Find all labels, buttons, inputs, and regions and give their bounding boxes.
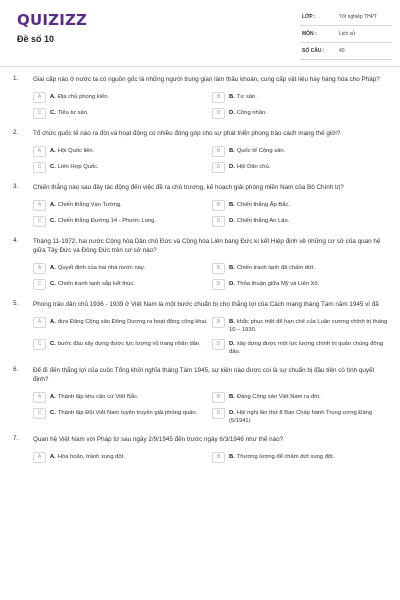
question-number: 3. <box>13 183 19 190</box>
option-content <box>229 409 388 425</box>
option-letter: A. <box>50 94 56 100</box>
question-number: 4. <box>13 237 19 244</box>
option-badge: A <box>33 452 46 463</box>
option-letter: B. <box>229 148 235 154</box>
option-text: Chiến thắng Đường 14 - Phước Long. <box>57 218 157 224</box>
option-content <box>229 109 388 117</box>
option-badge: C <box>33 408 46 419</box>
option-content <box>50 393 209 401</box>
option-text: Chiến tranh lạnh đã chấm dứt. <box>236 265 316 271</box>
question-text: Tháng 11-1972, hai nước Cộng hòa Dân chủ Đức và Cộng hòa Liên bang Đức kí kết Hiệp định về những cơ sở của quan hệ giữa Tây Đức và Đông Đức trên cơ sở nào? <box>33 238 381 254</box>
option-letter: D. <box>229 410 235 416</box>
option-content <box>50 201 209 209</box>
answer-option[interactable] <box>33 280 209 290</box>
answer-option[interactable] <box>212 217 388 227</box>
answer-option[interactable] <box>33 109 209 119</box>
option-content <box>50 163 209 171</box>
answer-option[interactable] <box>33 163 209 173</box>
answer-row <box>33 163 388 173</box>
answer-row <box>33 280 388 290</box>
answer-option[interactable] <box>212 280 388 290</box>
question-item <box>0 129 400 173</box>
option-badge: D <box>212 108 225 119</box>
header <box>0 0 400 62</box>
answer-option[interactable] <box>212 93 388 103</box>
option-letter: A. <box>50 454 56 460</box>
option-text: Hòa hoãn, tránh xung đột. <box>57 454 125 460</box>
option-badge: B <box>212 317 225 328</box>
question-text: Tổ chức quốc tế nào ra đời và hoạt động có nhiều đóng góp cho sự phát triển phong trào cách mạng thế giới? <box>33 130 341 137</box>
question-text: Quan hệ Việt Nam với Pháp từ sau ngày 2/9/1945 đến trước ngày 6/3/1946 như thế nào? <box>33 436 284 443</box>
answer-row <box>33 217 388 227</box>
question-item <box>0 237 400 290</box>
answer-row <box>33 264 388 274</box>
question-item <box>0 75 400 119</box>
answer-option[interactable] <box>33 264 209 274</box>
question-number: 5. <box>13 300 19 307</box>
answer-option[interactable] <box>33 217 209 227</box>
option-content <box>229 264 388 272</box>
quizizz-logo: QUIZIZZ <box>17 11 88 29</box>
meta-value: Lịch sử <box>339 31 356 37</box>
option-letter: C. <box>50 341 56 347</box>
option-badge: B <box>212 146 225 157</box>
option-content <box>229 453 388 461</box>
option-content <box>50 318 209 326</box>
option-letter: B. <box>229 454 235 460</box>
answer-option[interactable] <box>212 318 388 334</box>
option-badge: A <box>33 200 46 211</box>
question-number: 2. <box>13 129 19 136</box>
option-letter: C. <box>50 281 56 287</box>
option-badge: C <box>33 162 46 173</box>
option-text: xây dựng được một lực lượng chính trị quần chúng đông đảo. <box>229 341 384 355</box>
option-letter: C. <box>50 218 56 224</box>
answer-option[interactable] <box>33 340 209 356</box>
meta-row <box>300 9 392 26</box>
meta-row <box>300 43 392 60</box>
option-badge: C <box>33 216 46 227</box>
option-badge: B <box>212 263 225 274</box>
answer-option[interactable] <box>212 264 388 274</box>
option-badge: D <box>212 216 225 227</box>
option-text: Liên Hợp Quốc. <box>57 164 99 170</box>
answer-option[interactable] <box>212 453 388 463</box>
option-badge: B <box>212 392 225 403</box>
meta-table <box>300 9 392 60</box>
option-text: Thương lượng để chấm dứt xung đột. <box>236 454 335 460</box>
option-badge: B <box>212 92 225 103</box>
option-letter: A. <box>50 148 56 154</box>
option-badge: C <box>33 339 46 350</box>
option-content <box>50 147 209 155</box>
answer-row <box>33 318 388 334</box>
option-text: Quyết định của hai nhà nước này. <box>57 265 145 271</box>
option-content <box>229 280 388 288</box>
option-letter: C. <box>50 410 56 416</box>
meta-value: 40 <box>339 48 345 54</box>
option-content <box>229 217 388 225</box>
option-text: Hội Quốc liên. <box>57 148 95 154</box>
question-number: 1. <box>13 75 19 82</box>
option-letter: B. <box>229 319 235 325</box>
option-letter: D. <box>229 110 235 116</box>
option-letter: A. <box>50 319 56 325</box>
question-item <box>0 435 400 463</box>
answer-options <box>33 318 388 356</box>
answer-row <box>33 340 388 356</box>
answer-row <box>33 409 388 425</box>
option-content <box>229 318 388 334</box>
option-letter: B. <box>229 202 235 208</box>
option-letter: A. <box>50 394 56 400</box>
option-badge: A <box>33 317 46 328</box>
answer-options <box>33 453 388 463</box>
option-text: Tiểu tư sản. <box>57 110 89 116</box>
option-badge: A <box>33 392 46 403</box>
answer-option[interactable] <box>212 109 388 119</box>
meta-value: Tốt nghiệp THPT <box>339 14 377 20</box>
option-badge: A <box>33 263 46 274</box>
option-badge: C <box>33 279 46 290</box>
question-item <box>0 183 400 227</box>
answer-options <box>33 393 388 425</box>
option-text: Đảng Cộng sản Việt Nam ra đời. <box>236 394 321 400</box>
option-text: Thành lập khu căn cứ Việt Bắc. <box>57 394 139 400</box>
answer-options <box>33 264 388 290</box>
option-text: Thỏa thuận giữa Mỹ và Liên Xô. <box>236 281 320 287</box>
option-badge: A <box>33 92 46 103</box>
option-badge: D <box>212 162 225 173</box>
option-letter: D. <box>229 281 235 287</box>
option-text: Tư sản. <box>236 94 257 100</box>
option-text: đưa Đảng Cộng sản Đông Dương ra hoạt động công khai. <box>57 319 208 325</box>
option-content <box>50 409 209 417</box>
option-content <box>229 93 388 101</box>
answer-option[interactable] <box>212 147 388 157</box>
question-text: Giai cấp nào ở nước ta có nguồn gốc là những người trung gian làm thầu khoán, cung cấp vật liệu hay hàng hóa cho Pháp? <box>33 76 380 83</box>
answer-option[interactable] <box>33 147 209 157</box>
meta-key: SỐ CÂU : <box>302 48 325 54</box>
answer-option[interactable] <box>33 318 209 334</box>
answer-options <box>33 93 388 119</box>
option-badge: B <box>212 200 225 211</box>
option-content <box>229 201 388 209</box>
option-text: khắc phục triệt để hạn chế của Luận cương chính trị tháng 10 – 1930. <box>229 319 388 333</box>
answer-options <box>33 201 388 227</box>
option-text: Chiến tranh lạnh sắp kết thúc. <box>57 281 135 287</box>
option-text: Chiến thắng Ấp Bắc. <box>236 202 290 208</box>
option-content <box>229 340 388 356</box>
option-content <box>50 217 209 225</box>
option-content <box>229 393 388 401</box>
option-content <box>229 147 388 155</box>
exam-title: Đề số 10 <box>17 34 55 44</box>
option-content <box>50 340 209 348</box>
answer-option[interactable] <box>33 93 209 103</box>
option-content <box>229 163 388 171</box>
option-text: Thành lập Đội Việt Nam tuyên truyền giải phóng quân. <box>57 410 198 416</box>
option-content <box>50 93 209 101</box>
option-letter: B. <box>229 94 235 100</box>
option-content <box>50 280 209 288</box>
option-text: Hội nghị lần thứ 8 Ban Chấp hành Trung ương Đảng (5/1941) <box>229 410 373 424</box>
option-badge: B <box>212 452 225 463</box>
option-letter: D. <box>229 218 235 224</box>
answer-row <box>33 109 388 119</box>
answer-option[interactable] <box>212 340 388 356</box>
option-letter: B. <box>229 394 235 400</box>
question-list <box>0 75 400 473</box>
answer-option[interactable] <box>33 393 209 403</box>
answer-option[interactable] <box>33 201 209 211</box>
answer-row <box>33 201 388 211</box>
answer-option[interactable] <box>33 409 209 425</box>
answer-option[interactable] <box>212 201 388 211</box>
option-letter: B. <box>229 265 235 271</box>
option-content <box>50 453 209 461</box>
answer-option[interactable] <box>212 393 388 403</box>
header-divider <box>0 66 400 67</box>
option-letter: C. <box>50 110 56 116</box>
answer-row <box>33 147 388 157</box>
answer-options <box>33 147 388 173</box>
option-text: Hội Dân chủ. <box>236 164 271 170</box>
option-letter: D. <box>229 341 235 347</box>
question-text: Phong trào dân chủ 1936 - 1939 ở Việt Nam là một bước chuẩn bị cho thắng lợi của Cách mạng tháng Tám năm 1945 vì đã <box>33 301 379 308</box>
option-badge: D <box>212 408 225 419</box>
option-letter: C. <box>50 164 56 170</box>
option-badge: D <box>212 279 225 290</box>
answer-option[interactable] <box>212 163 388 173</box>
option-badge: C <box>33 108 46 119</box>
option-content <box>50 109 209 117</box>
question-number: 6. <box>13 366 19 373</box>
answer-row <box>33 93 388 103</box>
question-item <box>0 300 400 356</box>
answer-row <box>33 393 388 403</box>
option-letter: A. <box>50 265 56 271</box>
option-badge: D <box>212 339 225 350</box>
answer-option[interactable] <box>33 453 209 463</box>
answer-option[interactable] <box>212 409 388 425</box>
meta-key: MÔN : <box>302 31 317 37</box>
option-letter: A. <box>50 202 56 208</box>
option-letter: D. <box>229 164 235 170</box>
question-item <box>0 366 400 425</box>
option-text: Quốc tế Cộng sản. <box>236 148 286 154</box>
answer-row <box>33 453 388 463</box>
option-content <box>50 264 209 272</box>
option-text: Công nhân. <box>236 110 267 116</box>
question-number: 7. <box>13 435 19 442</box>
meta-row <box>300 26 392 43</box>
question-text: Chiến thắng nào sau đây tác động đến việc đề ra chủ trương, kế hoạch giải phóng miền Nam của Bộ Chính trị? <box>33 184 344 191</box>
option-text: bước đầu xây dựng được lực lượng vũ trang nhân dân. <box>57 341 201 347</box>
option-text: Địa chủ phong kiến. <box>57 94 110 100</box>
meta-key: LỚP : <box>302 14 316 20</box>
option-badge: A <box>33 146 46 157</box>
question-text: Để đi đến thắng lợi của cuộc Tổng khởi nghĩa tháng Tám 1945, sự kiện nào được coi là sự chuẩn bị đầu tiên có tính quyết định? <box>33 367 375 383</box>
option-text: Chiến thắng Vạn Tường. <box>57 202 122 208</box>
option-text: Chiến thắng An Lão. <box>236 218 290 224</box>
